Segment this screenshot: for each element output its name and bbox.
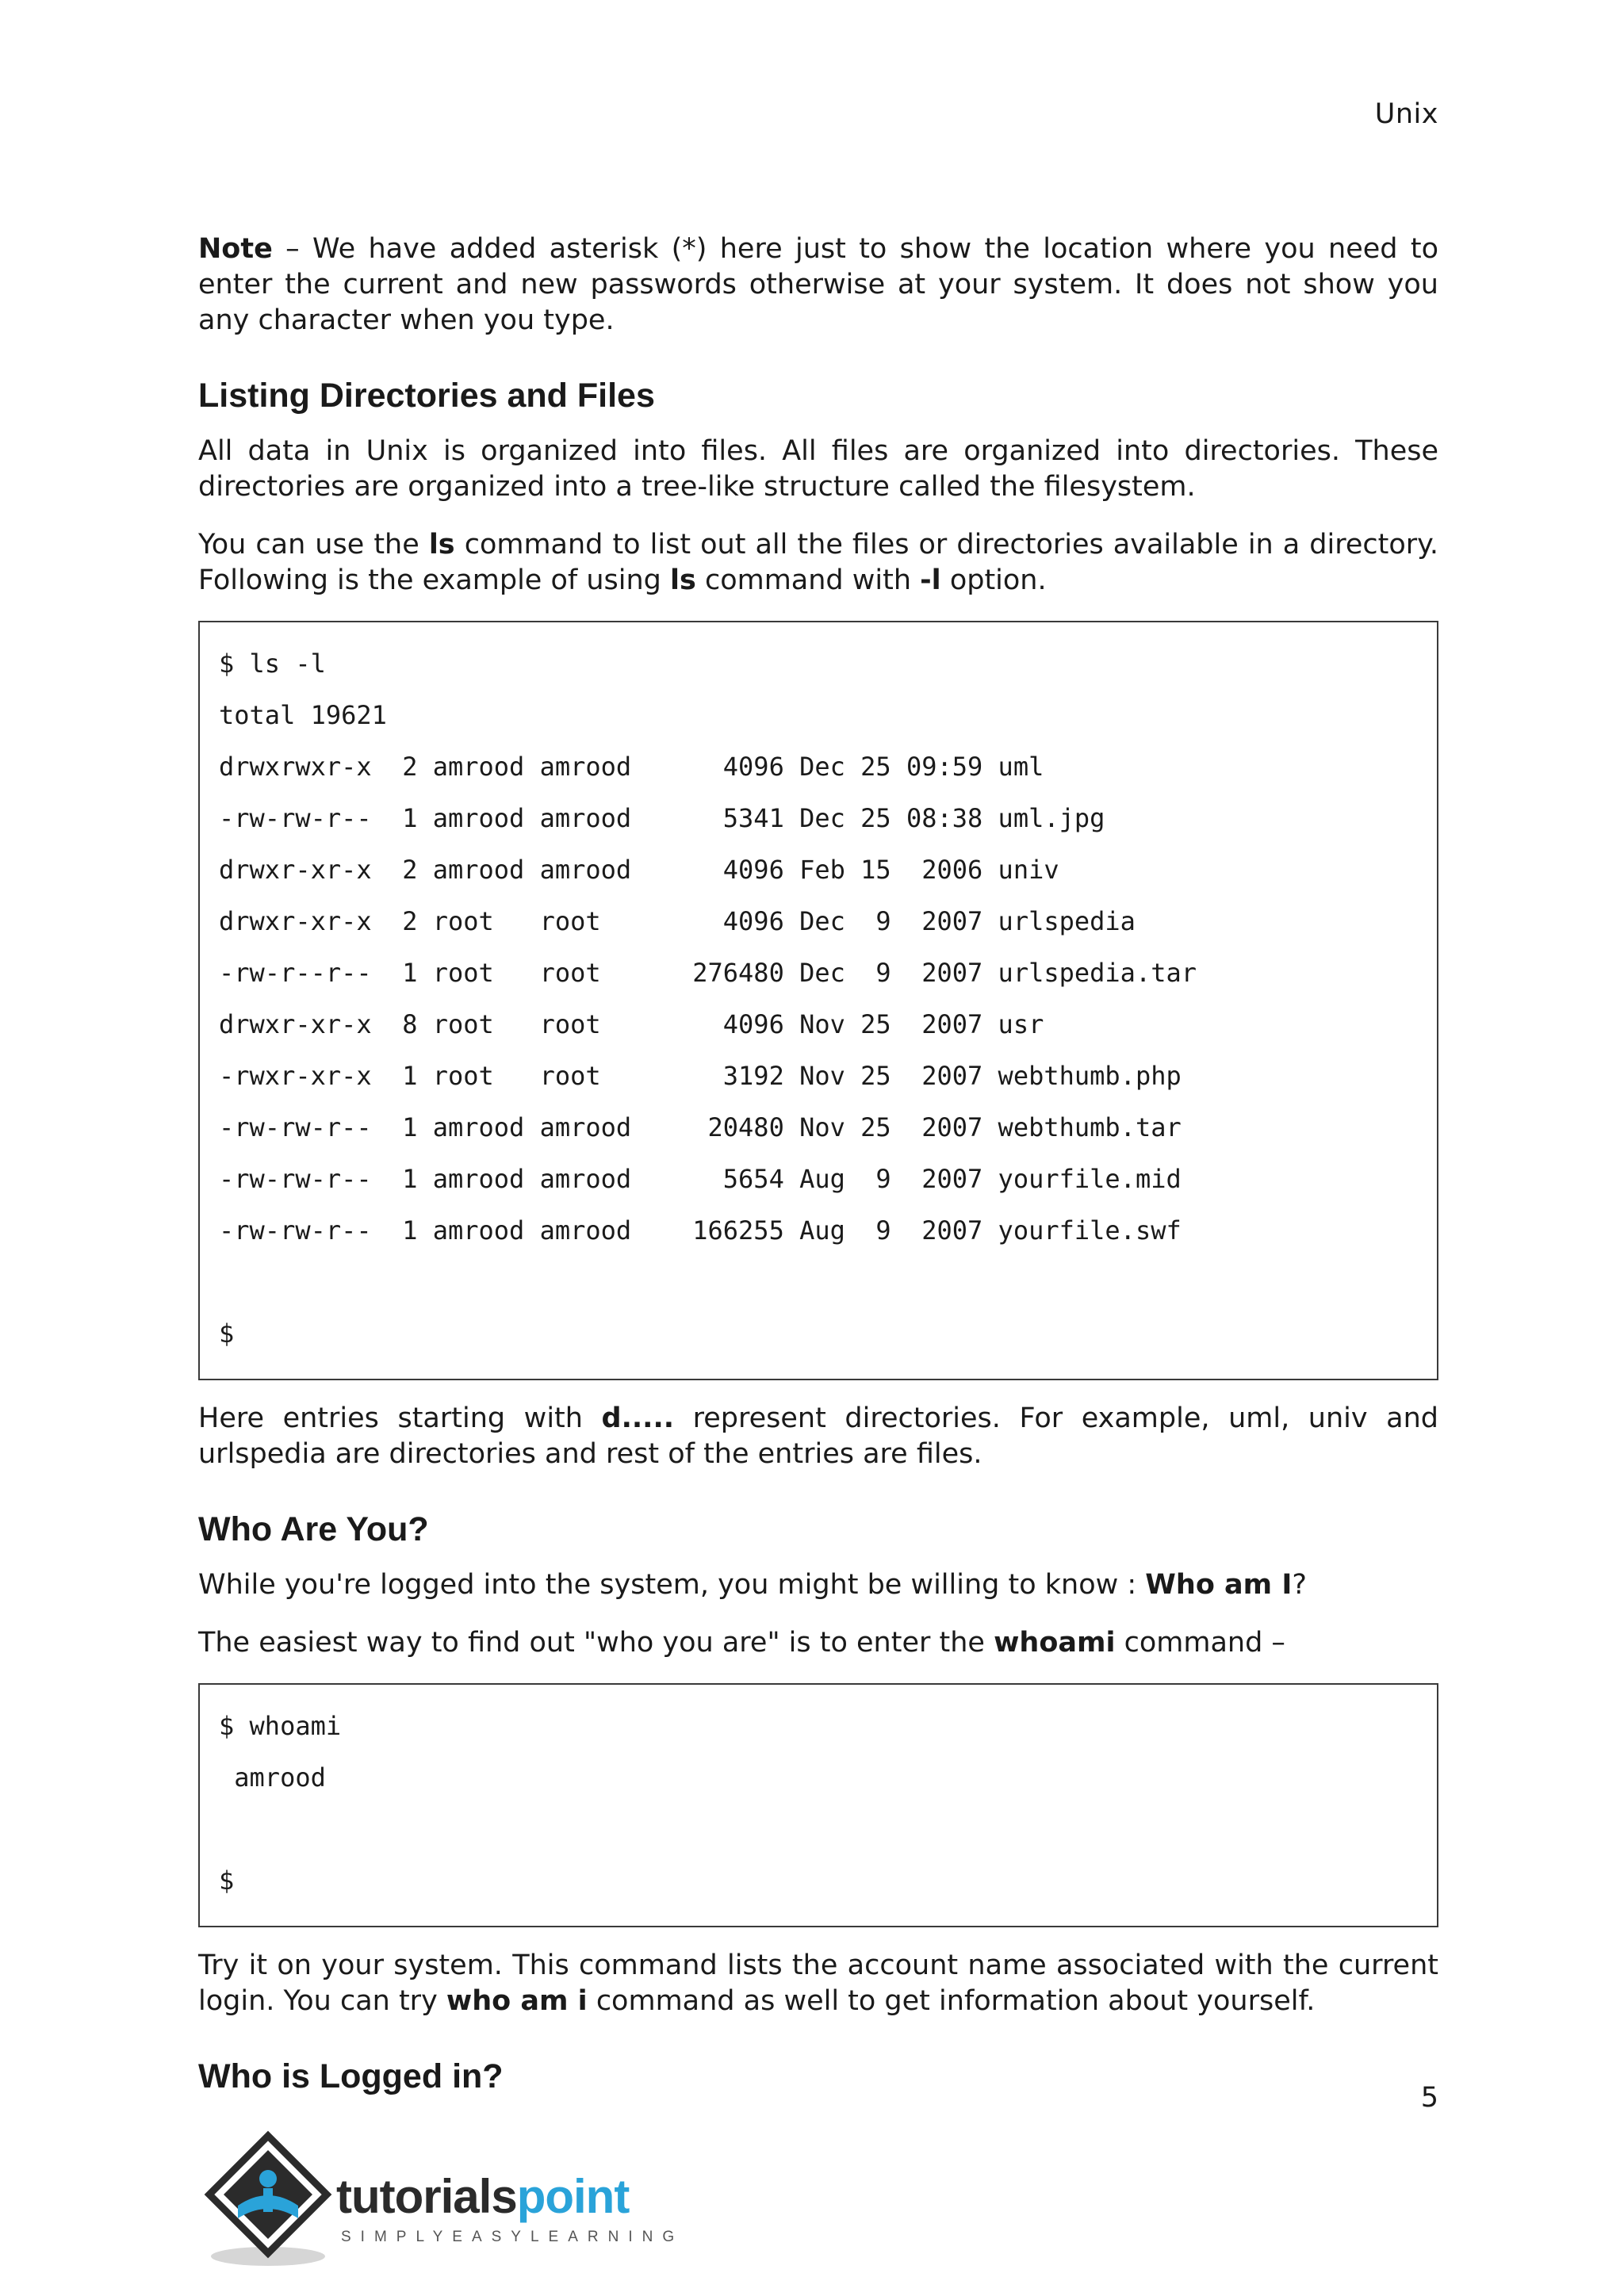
text-run: Here entries starting with bbox=[198, 1402, 602, 1434]
paragraph-ls-intro bbox=[198, 527, 1438, 599]
document-body bbox=[198, 232, 1438, 2114]
paragraph-directories-explained bbox=[198, 1401, 1438, 1472]
code-line: drwxr-xr-x 2 amrood amrood 4096 Feb 15 2006 univ bbox=[219, 855, 1059, 885]
code-line: -rw-rw-r-- 1 amrood amrood 166255 Aug 9 2007 yourfile.swf bbox=[219, 1215, 1182, 1246]
tutorialspoint-logo bbox=[197, 2130, 688, 2272]
text-run: represent directories. For example, uml, univ and urlspedia are directories and rest of the entries are files. bbox=[198, 1402, 1438, 1470]
logo-diamond-icon bbox=[197, 2130, 339, 2272]
text-run: command with bbox=[695, 564, 921, 596]
code-line: -rw-r--r-- 1 root root 276480 Dec 9 2007 urlspedia.tar bbox=[219, 958, 1197, 988]
code-block-ls bbox=[198, 621, 1438, 1380]
code-line: amrood bbox=[219, 1762, 326, 1793]
bold-run: -l bbox=[920, 564, 941, 596]
logo-tagline: SIMPLYEASYLEARNING bbox=[341, 2229, 684, 2245]
code-line: -rw-rw-r-- 1 amrood amrood 5654 Aug 9 2007 yourfile.mid bbox=[219, 1164, 1182, 1194]
code-line bbox=[219, 1257, 1419, 1308]
code-block-whoami bbox=[198, 1683, 1438, 1927]
text-run: The easiest way to find out "who you are" is to enter the bbox=[198, 1627, 994, 1659]
bold-run: ls bbox=[669, 564, 696, 596]
code-line: $ ls -l bbox=[219, 649, 326, 679]
heading-listing-directories: Listing Directories and Files bbox=[198, 377, 655, 415]
bold-run: who am i bbox=[446, 1985, 588, 2017]
code-line bbox=[219, 1804, 1419, 1855]
code-line: drwxr-xr-x 2 root root 4096 Dec 9 2007 urlspedia bbox=[219, 906, 1136, 936]
code-line: -rw-rw-r-- 1 amrood amrood 20480 Nov 25 2007 webthumb.tar bbox=[219, 1112, 1182, 1142]
code-line: -rwxr-xr-x 1 root root 3192 Nov 25 2007 webthumb.php bbox=[219, 1061, 1182, 1091]
text-run: command – bbox=[1115, 1627, 1285, 1659]
logo-word-point: point bbox=[516, 2170, 630, 2223]
code-line: $ bbox=[219, 1318, 235, 1349]
paragraph-files-intro: All data in Unix is organized into files. All files are organized into directories. These directories are organized into a tree-like structure called the filesystem. bbox=[198, 435, 1438, 503]
running-header: Unix bbox=[1374, 98, 1438, 130]
bold-run: d..... bbox=[601, 1402, 675, 1434]
text-run: command to list out all the files or directories available in a directory. Following is the example of using bbox=[198, 529, 1439, 596]
logo-wordmark bbox=[336, 2169, 629, 2224]
logo-word-tutorials: tutorials bbox=[336, 2170, 517, 2223]
code-line: drwxrwxr-x 2 amrood amrood 4096 Dec 25 09:59 uml bbox=[219, 752, 1044, 782]
note-paragraph bbox=[198, 232, 1438, 339]
code-line: total 19621 bbox=[219, 700, 387, 730]
heading-who-is-logged-in: Who is Logged in? bbox=[198, 2057, 504, 2095]
text-run: While you're logged into the system, you might be willing to know : bbox=[198, 1569, 1146, 1601]
bold-run: whoami bbox=[994, 1627, 1116, 1659]
text-run: Try it on your system. This command lists the account name associated with the current login. You can try bbox=[198, 1950, 1438, 2017]
paragraph-try-it bbox=[198, 1948, 1438, 2019]
page-number: 5 bbox=[1420, 2082, 1438, 2114]
text-run: option. bbox=[940, 564, 1047, 596]
text-run: You can use the bbox=[198, 529, 429, 561]
code-line: -rw-rw-r-- 1 amrood amrood 5341 Dec 25 08:38 uml.jpg bbox=[219, 803, 1105, 833]
paragraph-whoami-intro bbox=[198, 1625, 1438, 1661]
note-text: – We have added asterisk (*) here just to show the location where you need to enter the current and new passwords otherwise at your system. It does not show you any character when you type. bbox=[198, 233, 1438, 336]
code-line: $ bbox=[219, 1866, 235, 1896]
paragraph-who-am-i bbox=[198, 1567, 1438, 1603]
code-line: drwxr-xr-x 8 root root 4096 Nov 25 2007 usr bbox=[219, 1009, 1044, 1039]
heading-who-are-you: Who Are You? bbox=[198, 1510, 429, 1548]
code-line: $ whoami bbox=[219, 1711, 342, 1741]
bold-run: ls bbox=[428, 529, 455, 561]
note-label: Note bbox=[198, 233, 273, 265]
text-run: ? bbox=[1292, 1569, 1307, 1601]
bold-run: Who am I bbox=[1145, 1569, 1293, 1601]
text-run: command as well to get information about yourself. bbox=[587, 1985, 1316, 2017]
